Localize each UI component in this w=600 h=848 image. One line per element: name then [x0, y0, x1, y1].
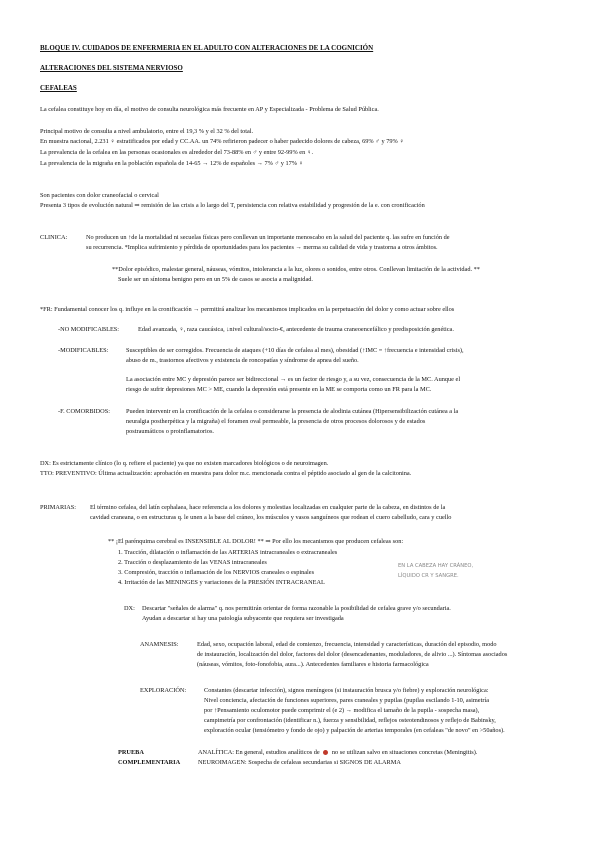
fr-text: Edad avanzada, ♀, raza caucásica, ↓nivel cultural/socio-€, antecedente de trauma craneoencefálico y predisposición genética. — [138, 326, 454, 333]
tto-line: TTO: PREVENTIVO: Última actualización: aprobación en muestra para dolor m.c. mencionada contra el péptido asociado al gen de la calcitonina. — [40, 470, 412, 477]
exploracion-text: exploración ocular (tensiómetro y fondo de ojo) y palpación de arterias temporales (en cefaleas "de novo" en >50años). — [204, 727, 505, 734]
stat-line: Principal motivo de consulta a nivel ambulatorio, entre el 19,3 % y el 32 % del total. — [40, 128, 254, 135]
stat-line: La prevalencia de la cefalea en las personas ocasionales es alrededor del 73-88% en ♂ y entre 92-99% en ♀. — [40, 149, 314, 156]
side-note: LÍQUIDO CR Y SANGRE. — [398, 573, 459, 579]
mechanism-item: 2. Tracción o desplazamiento de las VENAS intracraneales — [118, 559, 267, 566]
fr-label: -NO MODIFICABLES: — [58, 326, 120, 333]
side-note: EN LA CABEZA HAY CRÁNEO, — [398, 563, 474, 569]
exploracion-text: por ↑Pensamiento oculomotor puede comprimir el (e 2) → modifica el tamaño de la pupila - sospecha masa), — [204, 707, 480, 714]
neuroimagen-line: NEUROIMAGEN: Sospecha de cefaleas secundarias si SIGNOS DE ALARMA — [198, 759, 401, 766]
clinica-text: su recurrencia. *Implica sufrimiento y pérdida de oportunidades para los pacientes → merma su calidad de vida y trastorna a otros ámbitos. — [86, 244, 438, 251]
fr-text: postraumáticos o proinflamatorios. — [126, 428, 214, 435]
fr-text: abuso de m., trastornos afectivos y existencia de roncopatías y síndrome de apnea del sueño. — [126, 357, 359, 364]
dx2-label: DX: — [124, 605, 135, 612]
fr-text: Pueden intervenir en la cronificación de la cefalea o considerarse la presencia de alodinia cutánea (Hipersensibilización cutánea a la — [126, 408, 459, 415]
evolution-line: Presenta 3 tipos de evolución natural ⇒ remisión de las crisis a lo largo del T, persistencia con relativa estabilidad y progresión de la e. con cronificación — [40, 202, 425, 209]
fr-line: *FR: Fundamental conocer los q. influye en la cronificación → permitirá analizar los mecanismos implicados en la perpetuación del dolor y como actuar sobre ellos — [40, 306, 455, 313]
analitica-text: ANALÍTICA: En general, estudios analíticos de — [198, 749, 320, 756]
exploracion-label: EXPLORACIÓN: — [140, 687, 187, 694]
clinica-text: **Dolor episódico, malestar general, náuseas, vómitos, intolerancia a la luz, olores o sonidos, entre otros. Conllevan limitación de la actividad. ** — [112, 266, 480, 273]
prueba-label: PRUEBA — [118, 749, 144, 756]
stat-line: En muestra nacional, 2.231 ♀ estratificados por edad y CC.AA. un 74% refirieron padecer o haber padecido dolores de cabeza, 69% ♂ y 79% ♀ — [40, 138, 405, 145]
analitica-text-end: no se utilizan salvo en situaciones concretas (Meningitis). — [331, 749, 478, 756]
fr-text: neuralgia postherpética y la migraña) el foramen oval permeable, la presencia de otros procesos dolorosos y de estados — [126, 418, 426, 425]
mechanism-item: 1. Tracción, dilatación o inflamación de las ARTERIAS intracraneales o extracraneales — [118, 549, 338, 556]
fr-text: riesgo de sufrir depresiones MC > ME, cuando la depresión está presente en la ME se comporta como un FR para la MC. — [126, 386, 432, 393]
fr-label: -F. COMORBIDOS: — [58, 408, 110, 415]
primarias-text: El término cefalea, del latín cephalaea, hace referencia a los dolores y molestias localizadas en cualquier parte de la cabeza, en distintos de la — [90, 504, 446, 511]
fr-text: La asociación entre MC y depresión parece ser bidireccional → es un factor de riesgo y, a su vez, consecuencia de la MC. Aunque el — [126, 376, 461, 383]
alert-dot-icon — [323, 750, 328, 755]
dx2-text: Descartar "señales de alarma" q. nos permitirán orientar de forma razonable la posibilidad de cefalea grave y/o secundaria. — [142, 605, 451, 612]
exploracion-text: campimetría por confrontación (identificar n.), fuerza y sensibilidad, reflejos osteotendinosos y reflejo de Babinsky, — [204, 717, 496, 724]
cervical-line: Son pacientes con dolor craneofacial o cervical — [40, 192, 159, 199]
anamnesis-label: ANAMNESIS: — [140, 641, 179, 648]
fr-label: -MODIFICABLES: — [58, 347, 109, 354]
exploracion-text: Nivel conciencia, afectación de funciones superiores, pares craneales y pupilas (pupilas escilando 1-10, asimetría — [204, 697, 489, 704]
intro-text: La cefalea constituye hoy en día, el motivo de consulta neurológica más frecuente en AP y Especializada - Problema de Salud Pública. — [40, 106, 379, 113]
anamnesis-text: (náuseas, vómitos, foto-fonofobia, aura...). Antecedentes familiares e historia farmacológica — [197, 661, 429, 668]
primarias-label: PRIMARIAS: — [40, 504, 77, 511]
fr-text: Susceptibles de ser corregidos. Frecuencia de ataques (+10 días de cefalea al mes), obesidad (↑IMC = ↑frecuencia e intensidad crisis), — [126, 347, 464, 354]
mechanism-item: 4. Irritación de las MENINGES y variaciones de la PRESIÓN INTRACRANEAL — [118, 579, 325, 586]
stat-line: La prevalencia de la migraña en la población española de 14-65 → 12% de españoles → 7% ♂ y 17% ♀ — [40, 160, 304, 167]
document-subtitle: ALTERACIONES DEL SISTEMA NERVIOSO — [40, 64, 183, 72]
insensible-line: ** ¡El parénquima cerebral es INSENSIBLE AL DOLOR! ** ⇒ Por ello los mecanismos que producen cefaleas son: — [108, 538, 404, 545]
anamnesis-text: Edad, sexo, ocupación laboral, edad de comienzo, frecuencia, intensidad y características, duración del episodio, modo — [197, 641, 497, 648]
clinica-label: CLINICA: — [40, 234, 68, 241]
clinica-text: Suele ser un síntoma benigno pero en un 5% de casos se asocia a malignidad. — [118, 276, 313, 283]
analitica-line — [198, 749, 477, 757]
dx2-text: Ayudan a descartar si hay una patología subyacente que requiera ser investigada — [142, 615, 344, 622]
primarias-text: cavidad craneana, o en estructuras q. le unen a la base del cráneo, los músculos y vasos sanguíneos que rodean el cuero cabelludo, cara y cuello — [90, 514, 452, 521]
anamnesis-text: de instauración, localización del dolor, factores del dolor (desencadenantes, moduladores, de alivio ...). Síntomas asociados — [197, 651, 508, 658]
clinica-text: No producen un ↑de la mortalidad ni secuelas físicas pero conllevan un importante menoscabo en la salud del paciente q. las sufre en función de — [86, 234, 450, 241]
section-heading: CEFALEAS — [40, 84, 77, 92]
mechanism-item: 3. Compresión, tracción o inflamación de los NERVIOS craneales o espinales — [118, 569, 315, 576]
dx-line: DX: Es estrictamente clínico (lo q. refiere el paciente) ya que no existen marcadores biológicos o de neuroimagen. — [40, 460, 329, 467]
document-title: BLOQUE IV. CUIDADOS DE ENFERMERIA EN EL ADULTO CON ALTERACIONES DE LA COGNICIÓN — [40, 44, 374, 52]
exploracion-text: Constantes (descartar infección), signos meníngeos (si instauración brusca y/o fiebre) y exploración neurológica: — [204, 687, 489, 694]
prueba-label: COMPLEMENTARIA — [118, 759, 181, 766]
